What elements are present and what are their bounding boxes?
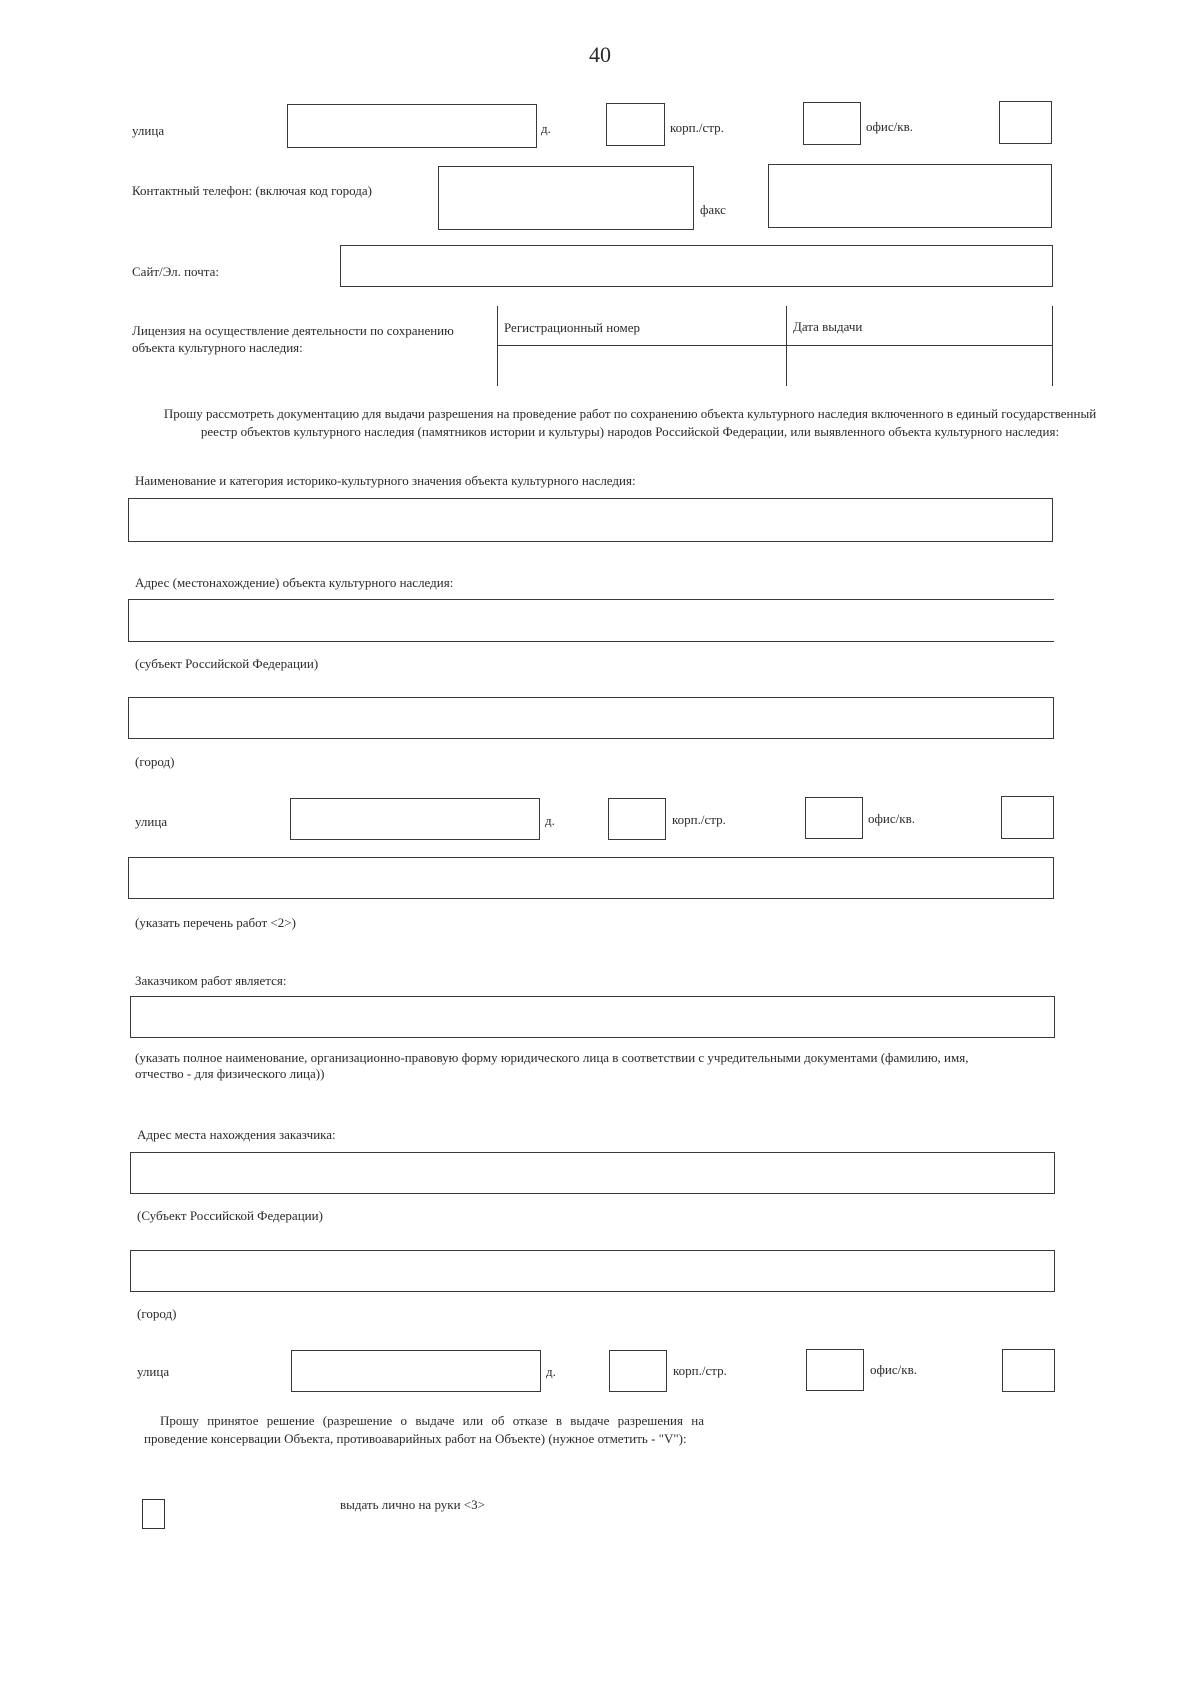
customer-label: Заказчиком работ является:	[135, 973, 287, 988]
office-label: офис/кв.	[866, 119, 913, 134]
office-input[interactable]	[999, 101, 1052, 144]
street-label: улица	[132, 123, 165, 138]
customer-street-label: улица	[137, 1364, 170, 1379]
site-email-label: Сайт/Эл. почта:	[132, 264, 219, 279]
object-name-input[interactable]	[128, 498, 1053, 542]
customer-street-input[interactable]	[291, 1350, 541, 1392]
customer-building-label: корп./стр.	[673, 1363, 727, 1378]
reg-number-input[interactable]	[498, 346, 785, 384]
fax-input[interactable]	[768, 164, 1052, 228]
house-label: д.	[541, 121, 551, 136]
building-label: корп./стр.	[670, 120, 724, 135]
works-list-input[interactable]	[128, 857, 1054, 899]
object-name-label: Наименование и категория историко-культурного значения объекта культурного наследия:	[135, 473, 636, 488]
customer-house-label: д.	[546, 1364, 556, 1379]
customer-office-label: офис/кв.	[870, 1362, 917, 1377]
house-input[interactable]	[606, 103, 665, 146]
license-table-border-right	[1052, 306, 1053, 386]
object-city-label: (город)	[135, 754, 175, 769]
object-subject-label: (субъект Российской Федерации)	[135, 656, 319, 671]
license-label: Лицензия на осуществление деятельности по сохранению объекта культурного наследия:	[132, 323, 454, 355]
issue-date-input[interactable]	[787, 346, 1051, 384]
customer-address-label: Адрес места нахождения заказчика:	[137, 1127, 336, 1142]
issue-date-header: Дата выдачи	[793, 319, 863, 334]
street-input[interactable]	[287, 104, 537, 148]
deliver-personally-label: выдать лично на руки <3>	[340, 1497, 485, 1512]
object-office-label: офис/кв.	[868, 811, 915, 826]
phone-input[interactable]	[438, 166, 694, 230]
reg-number-header: Регистрационный номер	[504, 320, 640, 335]
request-paragraph: Прошу рассмотреть документацию для выдачи разрешения на проведение работ по сохранению объекта культурного наследия включенного в единый государственный реестр объектов культурного наследия (памятников истории и культуры) народов Российской Федерации, или выявленного объекта культурного наследия:	[163, 406, 1097, 439]
object-subject-input[interactable]	[128, 600, 1054, 642]
object-address-label: Адрес (местонахождение) объекта культурного наследия:	[135, 575, 454, 590]
object-house-input[interactable]	[608, 798, 666, 840]
customer-house-input[interactable]	[609, 1350, 667, 1392]
deliver-personally-checkbox[interactable]	[142, 1499, 165, 1529]
object-street-label: улица	[135, 814, 168, 829]
object-street-input[interactable]	[290, 798, 540, 840]
site-email-input[interactable]	[340, 245, 1053, 287]
object-building-label: корп./стр.	[672, 812, 726, 827]
works-list-label: (указать перечень работ <2>)	[135, 915, 296, 930]
customer-office-input[interactable]	[1002, 1349, 1055, 1392]
building-input[interactable]	[803, 102, 861, 145]
customer-subject-label: (Субъект Российской Федерации)	[137, 1208, 323, 1223]
decision-paragraph: Прошу принятое решение (разрешение о выдаче или об отказе в выдаче разрешения на проведение консервации Объекта, противоаварийных работ на Объекте) (нужное отметить - "V"):	[144, 1413, 704, 1446]
phone-label: Контактный телефон: (включая код города)	[132, 183, 372, 198]
object-building-input[interactable]	[805, 797, 863, 839]
object-house-label: д.	[545, 813, 555, 828]
object-city-input[interactable]	[128, 697, 1054, 739]
page-number: 40	[589, 42, 611, 67]
customer-subject-input[interactable]	[130, 1152, 1055, 1194]
fax-label: факс	[700, 202, 726, 217]
customer-city-label: (город)	[137, 1306, 177, 1321]
object-office-input[interactable]	[1001, 796, 1054, 839]
customer-hint: (указать полное наименование, организационно-правовую форму юридического лица в соответствии с учредительными документами (фамилию, имя, отчество - для физического лица))	[135, 1050, 969, 1081]
customer-city-input[interactable]	[130, 1250, 1055, 1292]
customer-building-input[interactable]	[806, 1349, 864, 1391]
customer-input[interactable]	[130, 996, 1055, 1038]
